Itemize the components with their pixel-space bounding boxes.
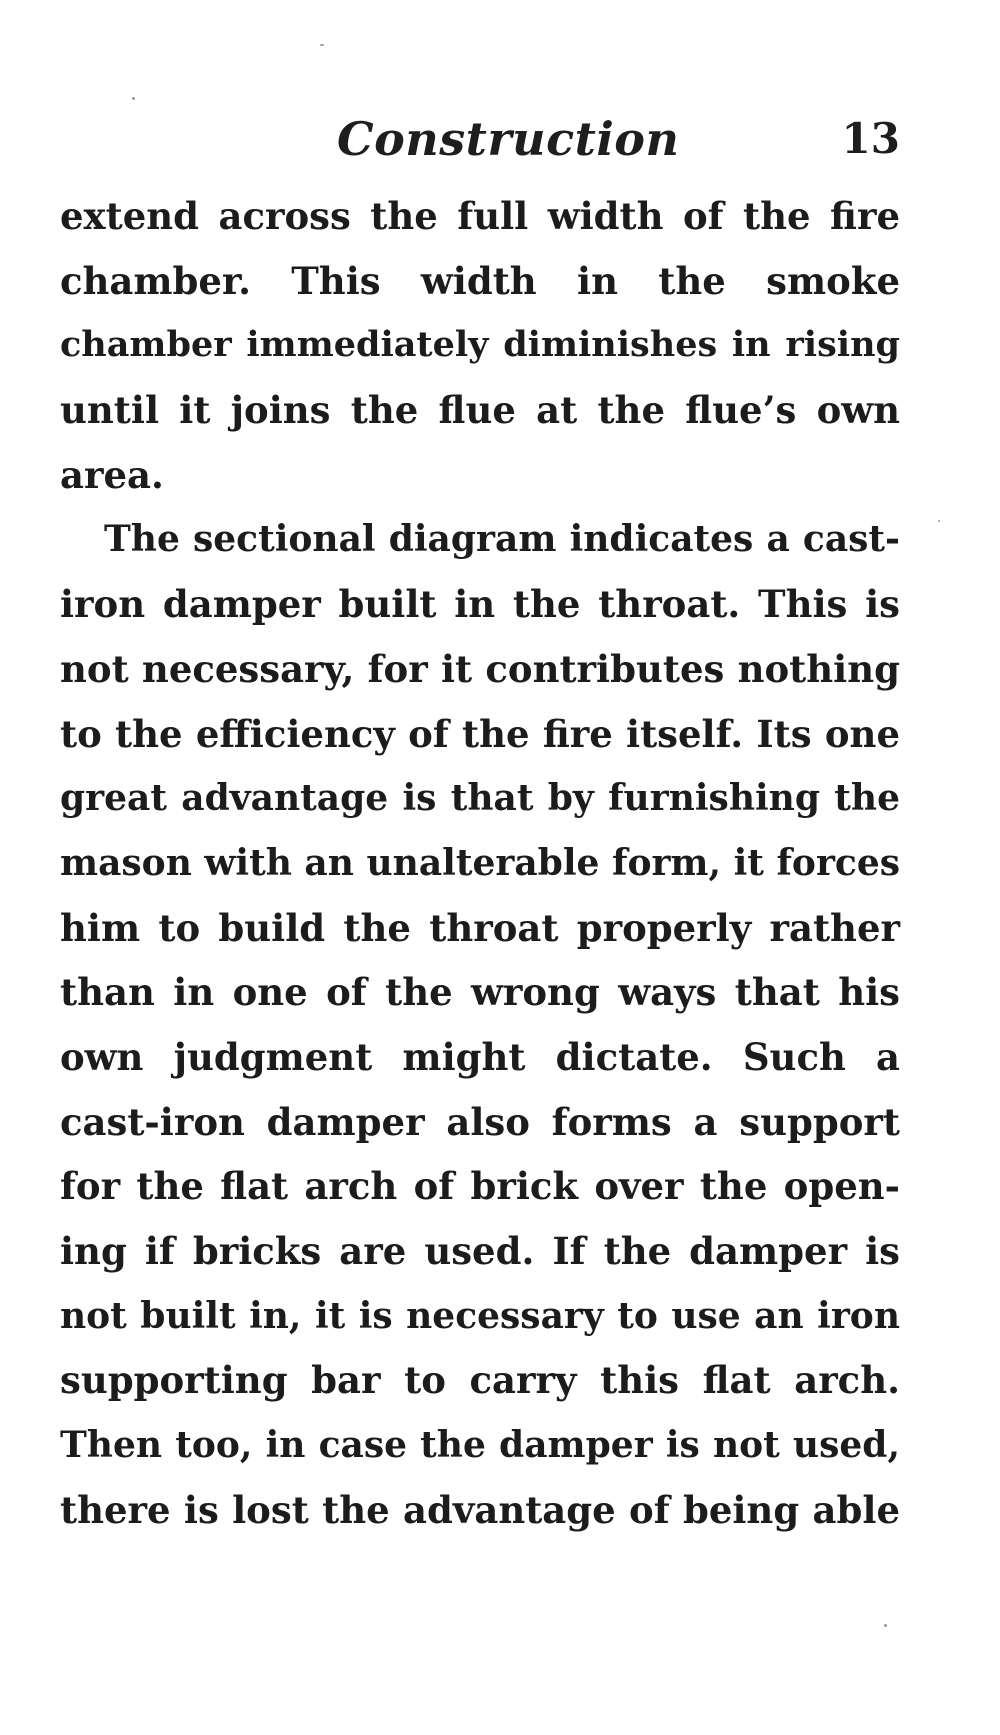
text-line: great advantage is that by furnishing the — [60, 777, 900, 820]
paper-speck — [884, 1624, 887, 1627]
text-line: area. — [60, 452, 164, 497]
running-head — [60, 104, 900, 174]
text-line: chamber immediately diminishes in rising — [60, 324, 900, 366]
body-text — [60, 184, 900, 1542]
text-line: than in one of the wrong ways that his — [60, 970, 900, 1015]
text-line: chamber. This width in the smoke — [60, 258, 900, 303]
text-line: to the efficiency of the fire itself. Its one — [60, 711, 900, 756]
paragraph — [60, 184, 900, 507]
text-line: supporting bar to carry this flat arch. — [60, 1358, 900, 1403]
text-line: iron damper built in the throat. This is — [60, 582, 900, 627]
text-line: for the flat arch of brick over the open- — [60, 1164, 900, 1209]
text-line: there is lost the advantage of being able — [60, 1487, 900, 1532]
text-line: cast-iron damper also forms a support — [60, 1099, 900, 1144]
chapter-title: Construction — [337, 112, 680, 166]
text-line: not built in, it is necessary to use an iron — [60, 1294, 900, 1337]
text-line: The sectional diagram indicates a cast- — [104, 518, 900, 561]
paper-speck — [938, 520, 940, 522]
text-line: not necessary, for it contributes nothing — [60, 646, 900, 691]
paper-speck — [132, 97, 135, 100]
text-line: ing if bricks are used. If the damper is — [60, 1229, 900, 1273]
paragraph — [60, 507, 900, 1542]
paper-speck — [320, 44, 324, 46]
text-line: own judgment might dictate. Such a — [60, 1034, 900, 1079]
text-line: extend across the full width of the fire — [60, 194, 900, 238]
text-line: Then too, in case the damper is not used, — [60, 1424, 900, 1467]
page-number: 13 — [841, 114, 900, 163]
text-line: until it joins the flue at the flue’s own — [60, 388, 900, 433]
text-line: mason with an unalterable form, it forces — [60, 841, 900, 884]
text-line: him to build the throat properly rather — [60, 905, 900, 950]
